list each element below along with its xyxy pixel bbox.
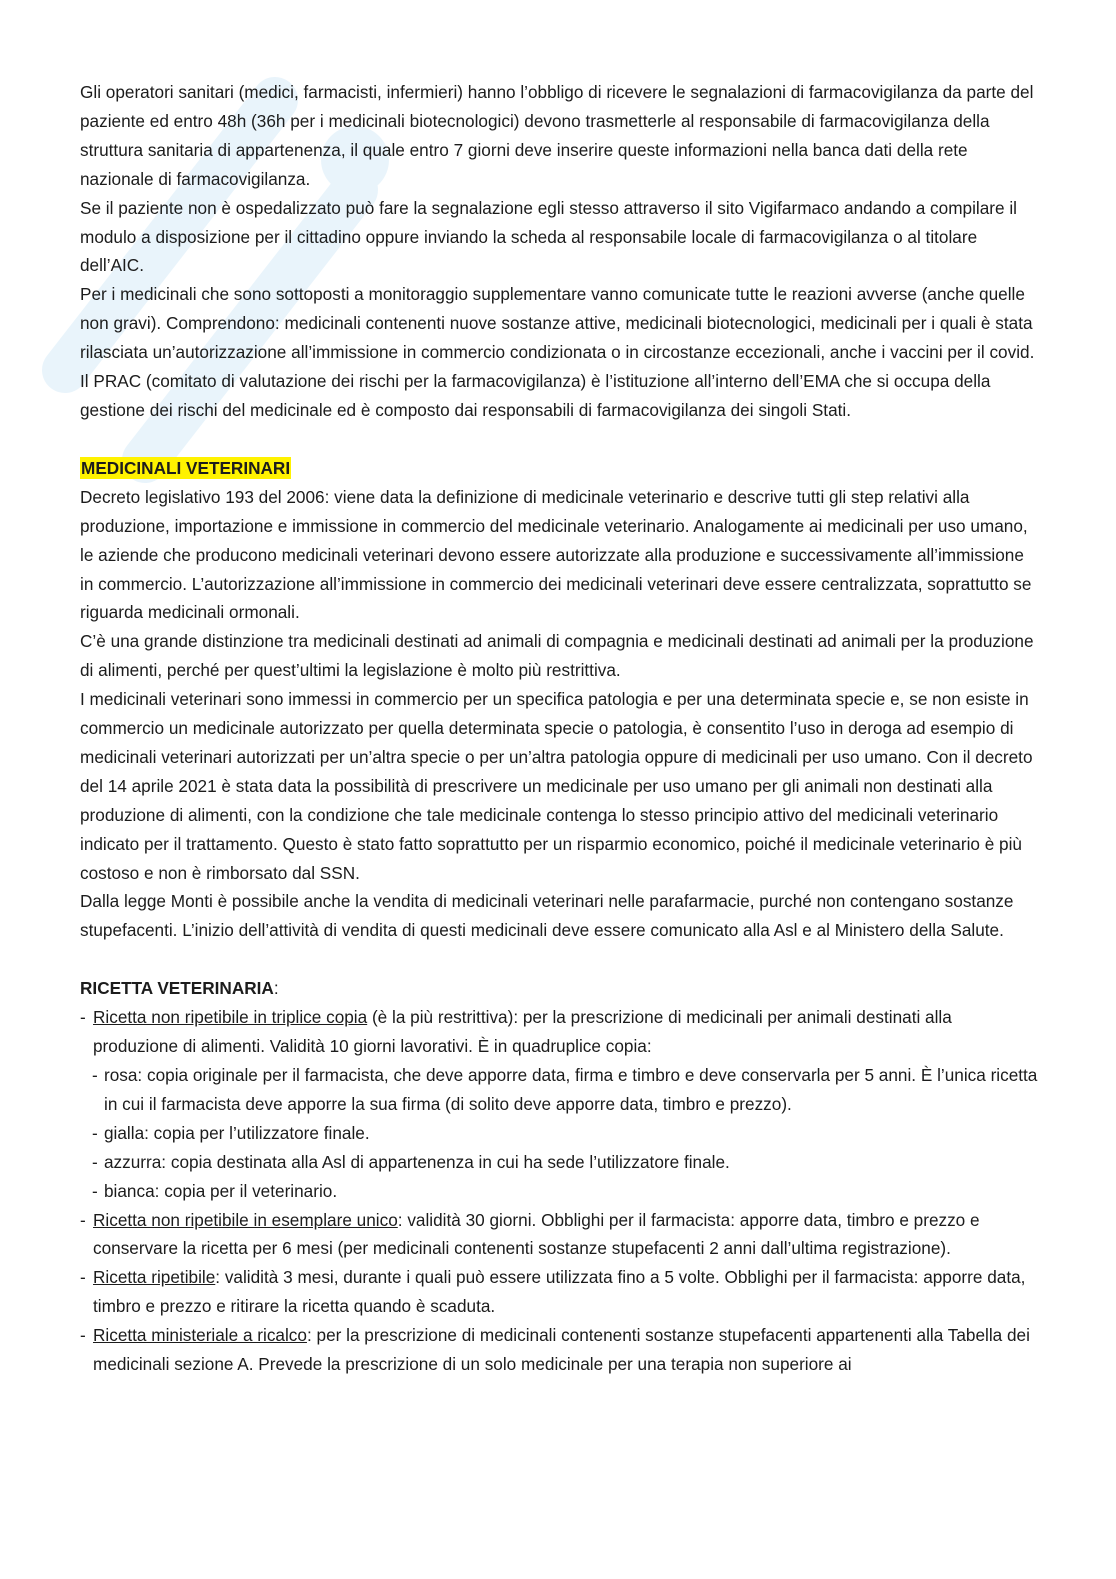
document-page (80, 78, 1040, 1379)
sublist-item-text: gialla: copia per l’utilizzatore finale. (104, 1122, 370, 1143)
list-item-title: Ricetta non ripetibile in triplice copia (93, 1007, 368, 1028)
list-item-esemplare-unico (80, 1206, 1040, 1264)
list-dash: - (80, 1325, 86, 1346)
spacer (80, 945, 1040, 974)
ricetta-heading-text: RICETTA VETERINARIA (80, 978, 274, 999)
list-dash: - (92, 1151, 98, 1172)
list-item-text: (è la più restrittiva): per la prescrizione di medicinali per animali destinati alla produzione di alimenti. Validità 10 giorni lavorativi. È in quadruplice copia: (93, 1007, 952, 1057)
list-dash: - (92, 1180, 98, 1201)
spacer (80, 425, 1040, 454)
intro-paragraph-3: Per i medicinali che sono sottoposti a monitoraggio supplementare vanno comunicate tutte le reazioni avverse (anche quelle non gravi). Comprendono: medicinali contenenti nuove sostanze attive, medicinali biotecnologici, medicinali per i quali è stata rilasciata un’autorizzazione all’immissione in commercio condizionata o in circostanze eccezionali, anche i vaccini per il covid. (80, 284, 1035, 363)
sublist-item-text: bianca: copia per il veterinario. (104, 1180, 338, 1201)
list-item-title: Ricetta ripetibile (93, 1267, 216, 1288)
sublist-item-text: azzurra: copia destinata alla Asl di appartenenza in cui ha sede l’utilizzatore finale. (104, 1151, 730, 1172)
list-dash: - (92, 1065, 98, 1085)
intro-paragraph-2: Se il paziente non è ospedalizzato può fare la segnalazione egli stesso attraverso il sito Vigifarmaco andando a compilare il modulo a disposizione per il cittadino oppure inviando la scheda al responsabile locale di farmacovigilanza o al titolare dell’AIC. (80, 197, 1017, 276)
section-heading-ricetta (80, 974, 1040, 1003)
list-dash: - (92, 1122, 98, 1143)
section-heading-vet (80, 454, 1040, 483)
vet-paragraph-4: Dalla legge Monti è possibile anche la vendita di medicinali veterinari nelle parafarmacie, purché non contengano sostanze stupefacenti. L’inizio dell’attività di vendita di questi medicinali deve essere comunicato alla Asl e al Ministero della Salute. (80, 891, 1014, 941)
ricetta-heading-colon: : (273, 978, 279, 999)
intro-paragraph-1: Gli operatori sanitari (medici, farmacisti, infermieri) hanno l’obbligo di ricevere le segnalazioni di farmacovigilanza da parte del paziente ed entro 48h (36h per i medicinali biotecnologici) devono trasmetterle al responsabile di farmacovigilanza della struttura sanitaria di appartenenza, il quale entro 7 giorni deve inserire queste informazioni nella banca dati della rete nazionale di farmacovigilanza. (80, 82, 1034, 189)
sublist-item-gialla (80, 1119, 1040, 1148)
list-item-text: : per la prescrizione di medicinali contenenti sostanze stupefacenti appartenenti alla Tabella dei medicinali sezione A. Prevede la prescrizione di un solo medicinale per una terapia non superiore ai (93, 1325, 1030, 1375)
vet-paragraph-1: Decreto legislativo 193 del 2006: viene data la definizione di medicinale veterinario e descrive tutti gli step relativi alla produzione, importazione e immissione in commercio del medicinale veterinario. Analogamente ai medicinali per uso umano, le aziende che producono medicinali veterinari devono essere autorizzate alla produzione e successivamente all’immissione in commercio. L’autorizzazione all’immissione in commercio dei medicinali veterinari deve essere centralizzata, soprattutto se riguarda medicinali ormonali. (80, 486, 1032, 623)
list-dash: - (80, 1267, 86, 1288)
sublist-item-bianca (80, 1177, 1040, 1206)
sublist-item-azzurra (80, 1148, 1040, 1177)
list-item-text: : validità 30 giorni. Obblighi per il farmacista: apporre data, timbro e prezzo e conservare la ricetta per 6 mesi (per medicinali contenenti sostanze stupefacenti 2 anni dall’ultima registrazione). (93, 1209, 980, 1259)
list-item-title: Ricetta non ripetibile in esemplare unico (93, 1209, 398, 1230)
list-item-text: : validità 3 mesi, durante i quali può essere utilizzata fino a 5 volte. Obblighi per il farmacista: apporre data, timbro e prezzo e ritirare la ricetta quando è scaduta. (93, 1267, 1026, 1317)
list-item-ministeriale (80, 1321, 1040, 1379)
intro-paragraph-4: Il PRAC (comitato di valutazione dei rischi per la farmacovigilanza) è l’istituzione all’interno dell’EMA che si occupa della gestione dei rischi del medicinale ed è composto dai responsabili di farmacovigilanza dei singoli Stati. (80, 371, 991, 420)
sublist-item-rosa (80, 1061, 1040, 1119)
list-item-ripetibile (80, 1263, 1040, 1321)
list-item-triplice (80, 1003, 1040, 1061)
vet-paragraph-2: C’è una grande distinzione tra medicinali destinati ad animali di compagnia e medicinali destinati ad animali per la produzione di alimenti, perché per quest’ultimi la legislazione è molto più restrittiva. (80, 631, 1034, 681)
sublist-item-text: rosa: copia originale per il farmacista, che deve apporre data, firma e timbro e deve conservarla per 5 anni. È l’unica ricetta in cui il farmacista deve apporre la sua firma (di solito deve apporre data, timbro e prezzo). (104, 1065, 1038, 1114)
list-dash: - (80, 1007, 86, 1028)
heading-highlight: MEDICINALI VETERINARI (81, 457, 291, 478)
list-dash: - (80, 1209, 86, 1230)
vet-paragraph-3: I medicinali veterinari sono immessi in commercio per un specifica patologia e per una determinata specie e, se non esiste in commercio un medicinale autorizzato per quella determinata specie o patologia, è consentito l’uso in deroga ad esempio di medicinali veterinari autorizzati per un’altra specie o per un’altra patologia oppure di medicinali per uso umano. Con il decreto del 14 aprile 2021 è stata data la possibilità di prescrivere un medicinale per uso umano per gli animali non destinati alla produzione di alimenti, con la condizione che tale medicinale contenga lo stesso principio attivo del medicinali veterinario indicato per il trattamento. Questo è stato fatto soprattutto per un risparmio economico, poiché il medicinale veterinario è più costoso e non è rimborsato dal SSN. (80, 689, 1033, 883)
list-item-title: Ricetta ministeriale a ricalco (93, 1325, 307, 1346)
